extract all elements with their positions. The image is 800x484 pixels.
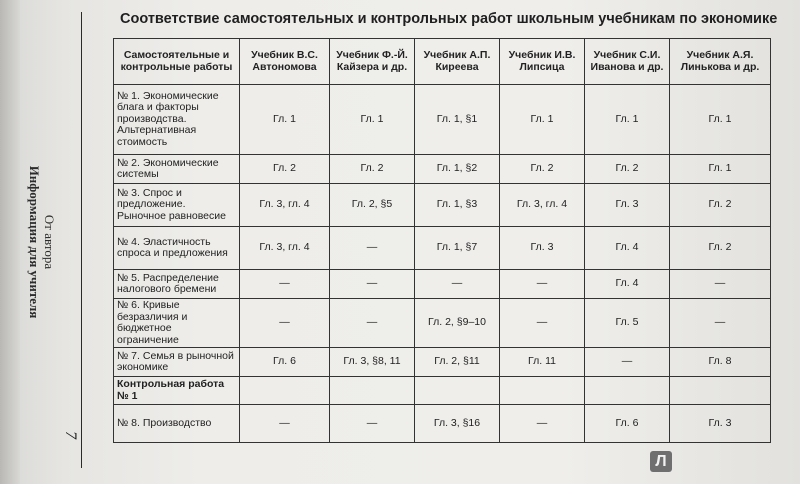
table-title: Соответствие самостоятельных и контрольных работ школьным учебникам по экономике xyxy=(120,11,778,27)
chapter-cell: Гл. 5 xyxy=(585,299,670,348)
chapter-cell: Гл. 3, гл. 4 xyxy=(240,184,330,227)
chapter-cell: — xyxy=(585,348,670,377)
chapter-cell: Гл. 2 xyxy=(240,155,330,184)
chapter-cell xyxy=(500,377,585,405)
chapter-cell: Гл. 1, §3 xyxy=(415,184,500,227)
chapter-cell: Гл. 3, гл. 4 xyxy=(240,227,330,270)
page-number: 7 xyxy=(62,431,79,439)
work-title-cell: Контрольная работа № 1 xyxy=(114,377,240,405)
chapter-cell: — xyxy=(415,270,500,299)
chapter-cell: Гл. 6 xyxy=(585,405,670,443)
running-header-chapter: Информация для учителя xyxy=(27,165,42,319)
header-cell-avtonomov: Учебник В.С. Автономова xyxy=(240,39,330,85)
chapter-cell: Гл. 3, §16 xyxy=(415,405,500,443)
chapter-cell xyxy=(415,377,500,405)
header-cell-kaiser: Учебник Ф.-Й. Кайзера и др. xyxy=(330,39,415,85)
chapter-cell: Гл. 2 xyxy=(585,155,670,184)
chapter-cell: Гл. 3 xyxy=(500,227,585,270)
chapter-cell: — xyxy=(330,227,415,270)
chapter-cell: Гл. 6 xyxy=(240,348,330,377)
running-header xyxy=(27,166,57,319)
work-title-cell: № 7. Семья в рыночной экономике xyxy=(114,348,240,377)
chapter-cell: — xyxy=(330,299,415,348)
chapter-cell: Гл. 2 xyxy=(330,155,415,184)
chapter-cell: — xyxy=(240,270,330,299)
header-cell-kireev: Учебник А.П. Киреева xyxy=(415,39,500,85)
header-cell-lipsits: Учебник И.В. Липсица xyxy=(500,39,585,85)
work-title-cell: № 2. Экономические системы xyxy=(114,155,240,184)
correspondence-table xyxy=(113,38,771,443)
table-row xyxy=(114,405,771,443)
chapter-cell: Гл. 2, §11 xyxy=(415,348,500,377)
header-cell-works: Самостоятельные и контрольные работы xyxy=(114,39,240,85)
chapter-cell: — xyxy=(670,299,771,348)
litres-logo: Л xyxy=(650,451,672,472)
chapter-cell: Гл. 3 xyxy=(670,405,771,443)
chapter-cell: — xyxy=(670,270,771,299)
chapter-cell xyxy=(240,377,330,405)
chapter-cell: Гл. 1 xyxy=(330,85,415,155)
chapter-cell: Гл. 4 xyxy=(585,227,670,270)
chapter-cell: Гл. 2 xyxy=(670,227,771,270)
chapter-cell: Гл. 1 xyxy=(240,85,330,155)
chapter-cell xyxy=(585,377,670,405)
table-row xyxy=(114,270,771,299)
chapter-cell xyxy=(670,377,771,405)
work-title-cell: № 1. Экономические блага и факторы производства. Альтернативная стоимость xyxy=(114,85,240,155)
chapter-cell: Гл. 1 xyxy=(585,85,670,155)
chapter-cell: — xyxy=(500,299,585,348)
work-title-cell: № 8. Производство xyxy=(114,405,240,443)
chapter-cell xyxy=(330,377,415,405)
running-header-section: От автора xyxy=(42,214,57,270)
table-row xyxy=(114,227,771,270)
work-title-cell: № 5. Распределение налогового бремени xyxy=(114,270,240,299)
work-title-cell: № 4. Эластичность спроса и предложения xyxy=(114,227,240,270)
chapter-cell: Гл. 11 xyxy=(500,348,585,377)
chapter-cell: Гл. 2 xyxy=(500,155,585,184)
chapter-cell: Гл. 2, §9–10 xyxy=(415,299,500,348)
book-spine xyxy=(0,0,20,484)
chapter-cell: Гл. 3, §8, 11 xyxy=(330,348,415,377)
chapter-cell: — xyxy=(330,405,415,443)
work-title-cell: № 6. Кривые безразличия и бюджетное ограничение xyxy=(114,299,240,348)
chapter-cell: Гл. 1 xyxy=(670,155,771,184)
chapter-cell: Гл. 1, §2 xyxy=(415,155,500,184)
chapter-cell: — xyxy=(240,299,330,348)
chapter-cell: Гл. 3, гл. 4 xyxy=(500,184,585,227)
chapter-cell: — xyxy=(500,270,585,299)
header-rule xyxy=(81,12,82,468)
table-row xyxy=(114,377,771,405)
chapter-cell: Гл. 1 xyxy=(500,85,585,155)
header-cell-ivanov: Учебник С.И. Иванова и др. xyxy=(585,39,670,85)
chapter-cell: Гл. 2, §5 xyxy=(330,184,415,227)
chapter-cell: — xyxy=(240,405,330,443)
chapter-cell: Гл. 2 xyxy=(670,184,771,227)
chapter-cell: Гл. 3 xyxy=(585,184,670,227)
table-header-row xyxy=(114,39,771,85)
table-row xyxy=(114,299,771,348)
chapter-cell: Гл. 8 xyxy=(670,348,771,377)
table-row xyxy=(114,348,771,377)
chapter-cell: Гл. 4 xyxy=(585,270,670,299)
table-row xyxy=(114,85,771,155)
header-cell-linkov: Учебник А.Я. Линькова и др. xyxy=(670,39,771,85)
chapter-cell: Гл. 1, §7 xyxy=(415,227,500,270)
chapter-cell: Гл. 1, §1 xyxy=(415,85,500,155)
work-title-cell: № 3. Спрос и предложение. Рыночное равновесие xyxy=(114,184,240,227)
table-row xyxy=(114,155,771,184)
chapter-cell: Гл. 1 xyxy=(670,85,771,155)
chapter-cell: — xyxy=(330,270,415,299)
table-row xyxy=(114,184,771,227)
chapter-cell: — xyxy=(500,405,585,443)
